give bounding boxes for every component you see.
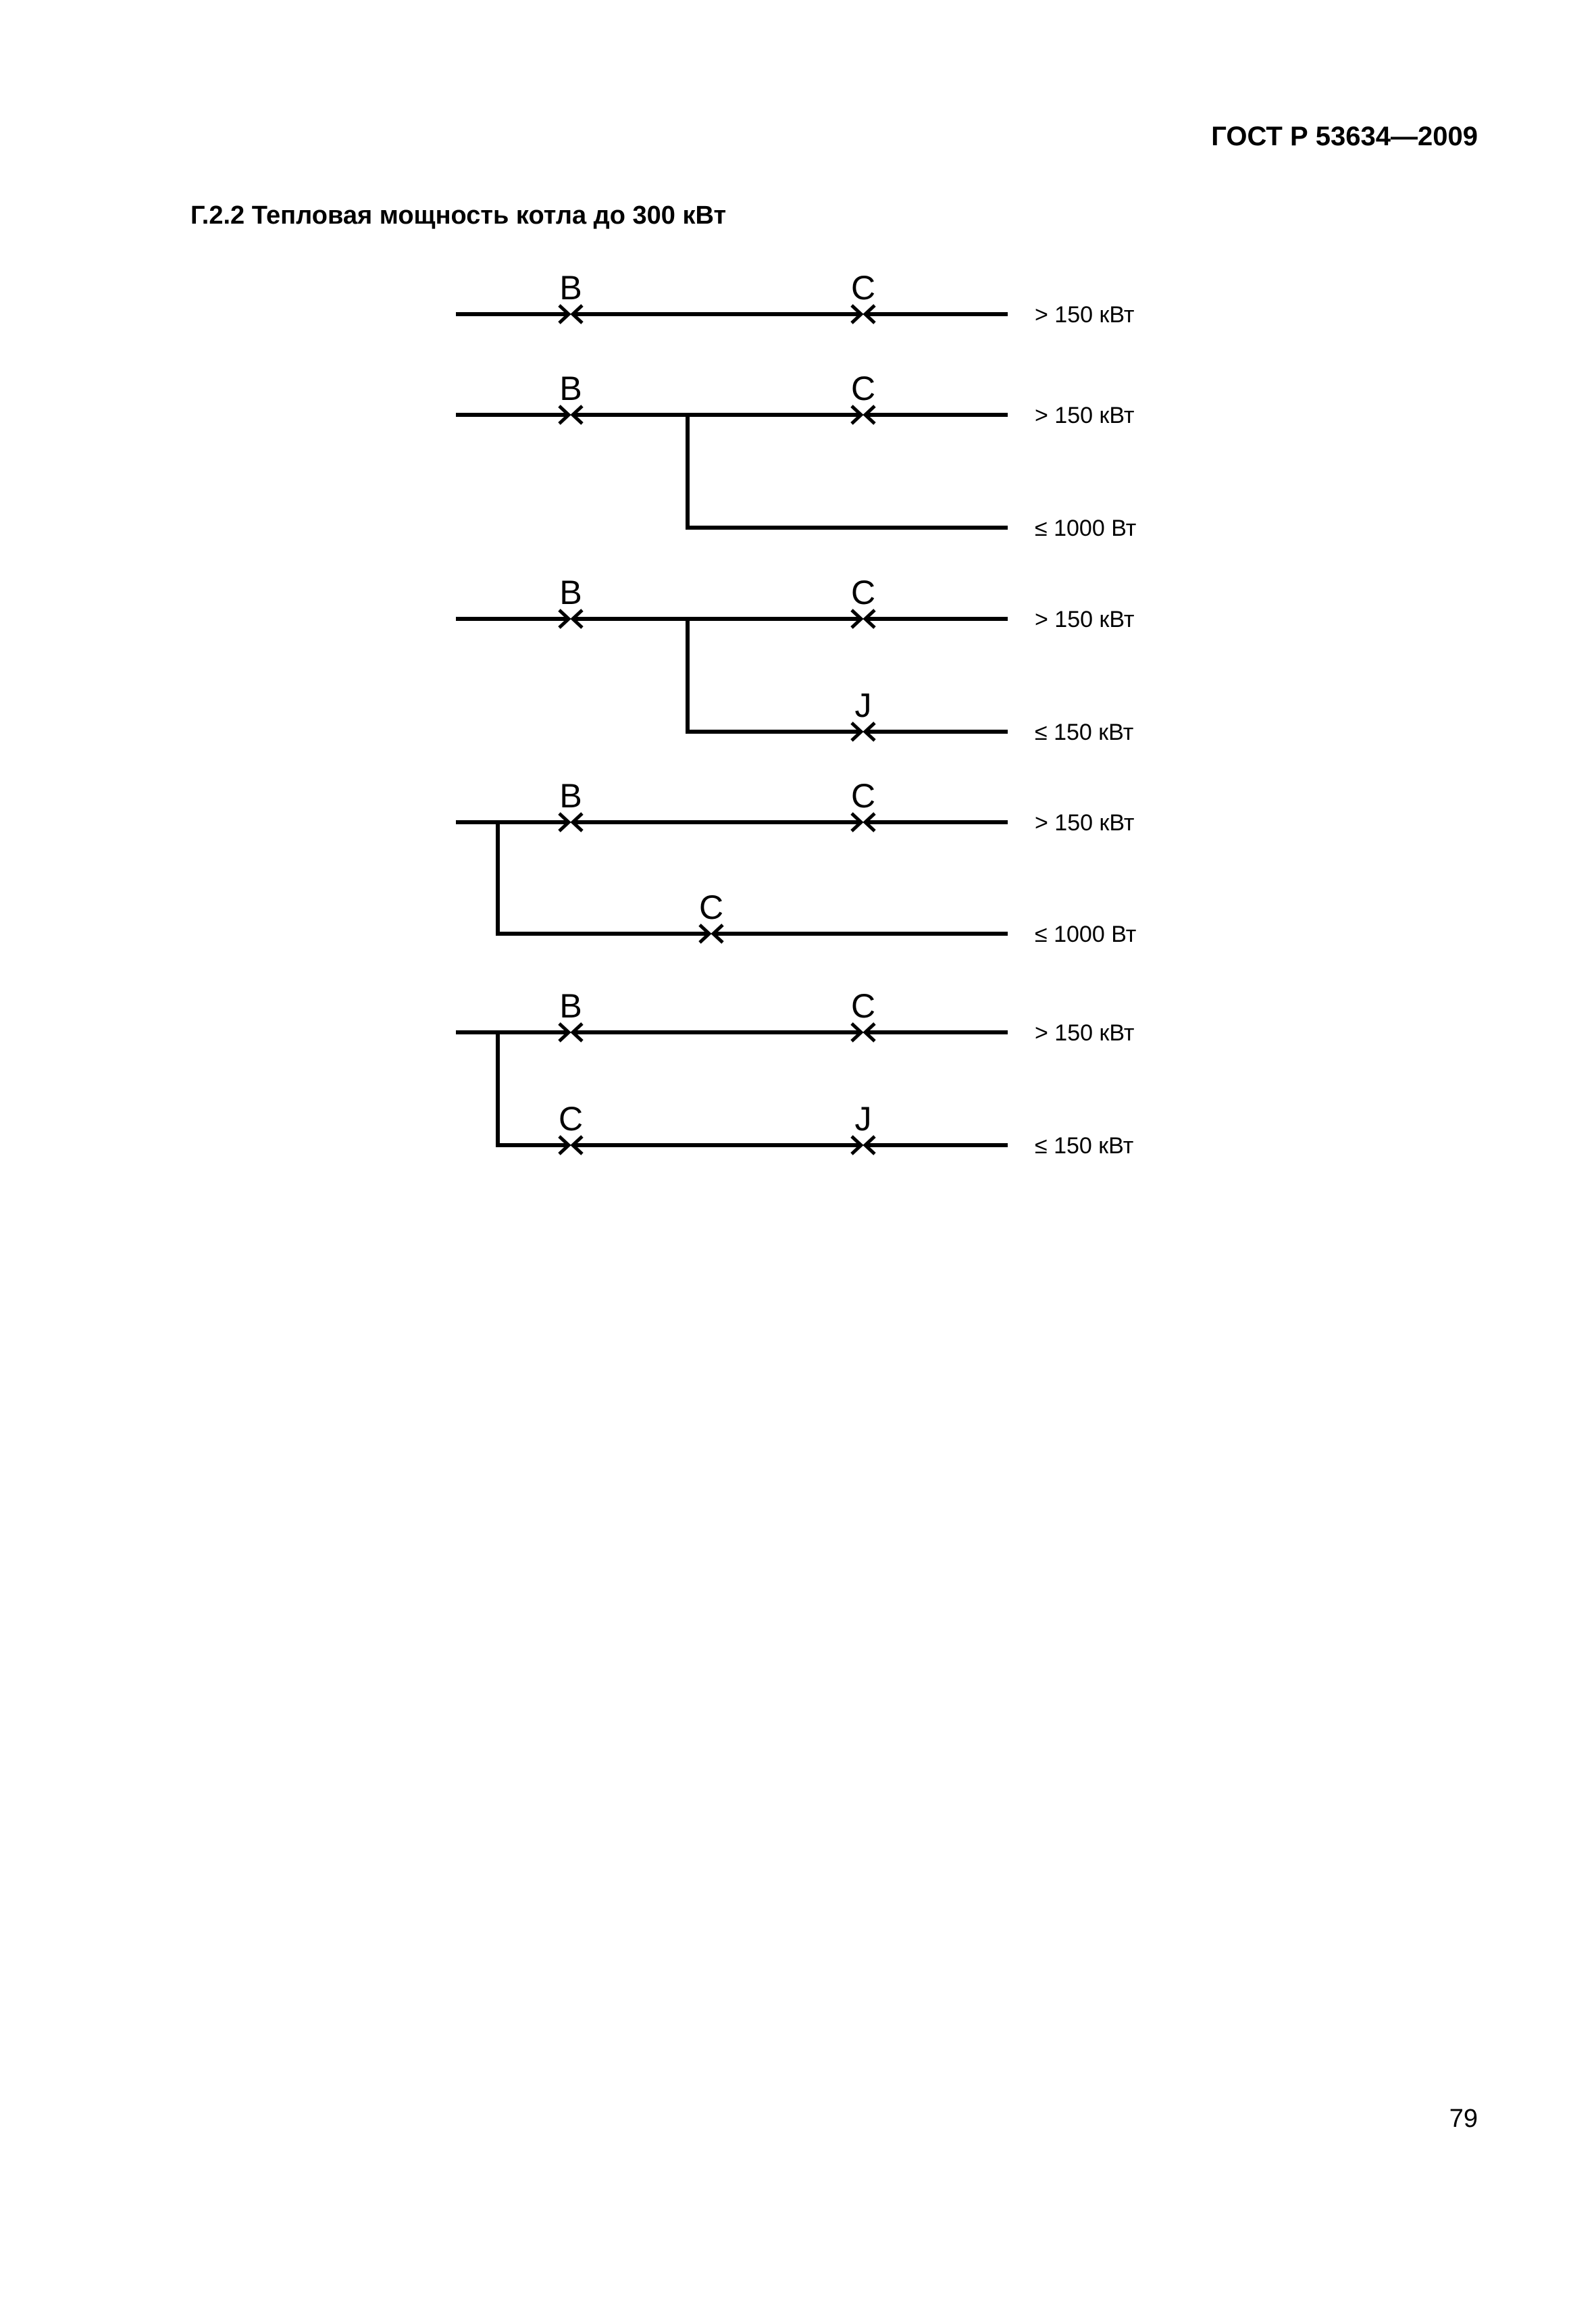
pipeline-scheme-4 bbox=[456, 777, 1136, 947]
valve-label: B bbox=[559, 987, 582, 1025]
section-title: Г.2.2 Тепловая мощность котла до 300 кВт bbox=[190, 201, 727, 230]
pipeline-scheme-3 bbox=[456, 574, 1134, 745]
valve-label: B bbox=[559, 269, 582, 307]
valve-label: C bbox=[850, 370, 876, 407]
valve-label: B bbox=[559, 574, 582, 611]
power-rating-label: ≤ 150 кВт bbox=[1035, 1133, 1134, 1159]
pipeline-scheme-1 bbox=[456, 269, 1134, 328]
valve-label: B bbox=[559, 777, 582, 815]
valve-label: B bbox=[559, 370, 582, 407]
valve-label: J bbox=[854, 686, 872, 724]
valve-label: C bbox=[850, 574, 876, 611]
power-rating-label: > 150 кВт bbox=[1035, 810, 1135, 836]
valve-label: J bbox=[854, 1100, 872, 1138]
pipeline-scheme-5 bbox=[456, 987, 1134, 1159]
power-rating-label: > 150 кВт bbox=[1035, 302, 1135, 328]
valve-label: C bbox=[558, 1100, 584, 1138]
page-number: 79 bbox=[1449, 2105, 1478, 2133]
power-rating-label: > 150 кВт bbox=[1035, 403, 1135, 428]
valve-label: C bbox=[850, 269, 876, 307]
pipeline-scheme-2 bbox=[456, 370, 1136, 541]
power-rating-label: ≤ 1000 Вт bbox=[1035, 922, 1137, 947]
power-rating-label: > 150 кВт bbox=[1035, 607, 1135, 632]
power-rating-label: ≤ 1000 Вт bbox=[1035, 515, 1137, 541]
valve-label: C bbox=[850, 987, 876, 1025]
valve-label: C bbox=[850, 777, 876, 815]
document-header: ГОСТ Р 53634—2009 bbox=[1211, 122, 1478, 151]
power-rating-label: > 150 кВт bbox=[1035, 1020, 1135, 1046]
power-rating-label: ≤ 150 кВт bbox=[1035, 720, 1134, 745]
valve-label: C bbox=[698, 888, 724, 926]
